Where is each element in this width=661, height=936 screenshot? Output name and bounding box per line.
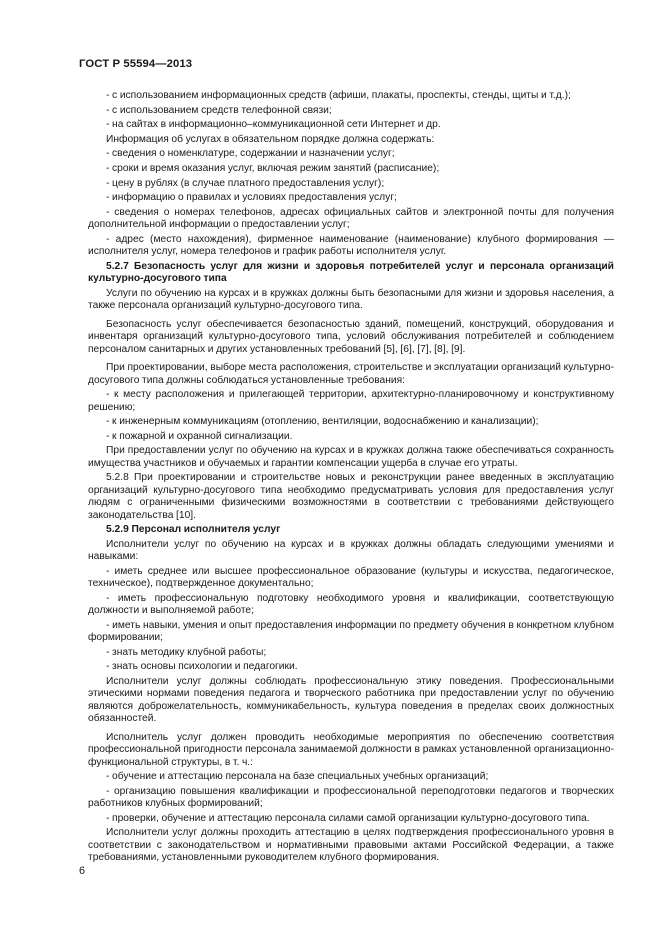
list-item-contacts: - сведения о номерах телефонов, адресах официальных сайтов и электронной почты для получения дополнительной информации о предоставлении услуг;: [88, 206, 614, 231]
standard-header: ГОСТ Р 55594—2013: [79, 58, 193, 70]
list-item-info-media: - с использованием информационных средств (афиши, плакаты, проспекты, стенды, щиты и т.д.);: [106, 90, 571, 101]
paragraph-ethics: Исполнители услуг должны соблюдать профессиональную этику поведения. Профессиональными этическими нормами поведения педагога и творческого работника при предоставлении услуг по обучению являются доброжелательность, коммуникабельность, культура поведения в пределах своих должностных обязанностей.: [88, 675, 614, 725]
list-item-price: - цену в рублях (в случае платного предоставления услуг);: [106, 177, 385, 189]
paragraph-safety-1: Услуги по обучению на курсах и в кружках должны быть безопасными для жизни и здоровья населения, а также персонала организаций культурно-досугового типа.: [88, 287, 614, 312]
list-item-nomenclature: - сведения о номенклатуре, содержании и назначении услуг;: [106, 148, 395, 160]
list-item-methods: - знать методику клубной работы;: [106, 646, 267, 658]
list-item-psychology: - знать основы психологии и педагогики.: [106, 661, 298, 673]
section-heading-5-2-7: 5.2.7 Безопасность услуг для жизни и здоровья потребителей услуг и персонала организаций культурно-досугового типа: [88, 260, 614, 285]
list-item-fire-alarm: - к пожарной и охранной сигнализации.: [106, 430, 293, 442]
info-content-intro: Информация об услугах в обязательном порядке должна содержать:: [106, 133, 435, 145]
paragraph-attestation: Исполнители услуг должны проходить аттестацию в целях подтверждения профессионального уровня в соответствии с законодательством и нормативными правовыми актами Российской Федерации, а также требованиями, установленными руководителем клубного формирования.: [88, 827, 614, 864]
list-item-schedule: - сроки и время оказания услуг, включая режим занятий (расписание);: [106, 162, 440, 174]
list-item-internal-checks: - проверки, обучение и аттестацию персонала силами самой организации культурно-досугового типа.: [106, 812, 590, 824]
document-body: [88, 90, 614, 867]
list-item-education: - иметь среднее или высшее профессиональное образование (культуры и искусства, педагогическое, техническое), подтвержденное документально;: [88, 565, 614, 590]
paragraph-qualification-measures: Исполнитель услуг должен проводить необходимые мероприятия по обеспечению соответствия профессиональной пригодности персонала занимаемой должности в рамках установленной организационно-функциональной структуры, в т. ч.:: [88, 731, 614, 768]
list-item-engineering: - к инженерным коммуникациям (отоплению, вентиляции, водоснабжению и канализации);: [106, 416, 539, 428]
paragraph-property-safety: При предоставлении услуг по обучению на курсах и в кружках должна также обеспечиваться сохранность имущества участников и обучаемых и гарантии компенсации ущерба в случае его утраты.: [88, 445, 614, 469]
list-item-info-phone: - с использованием средств телефонной связи;: [106, 104, 332, 116]
page-number: 6: [79, 865, 86, 877]
list-item-experience: - иметь навыки, умения и опыт предоставления информации по предмету обучения в конкретном клубном формировании;: [88, 619, 614, 644]
paragraph-safety-2: Безопасность услуг обеспечивается безопасностью зданий, помещений, конструкций, оборудования и инвентаря организаций культурно-досугового типа, условий обслуживания потребителей и соблюдением персоналом санитарных и других установленных требований [5], [6], [7], [8], [9].: [88, 318, 614, 355]
list-item-advanced-training: - организацию повышения квалификации и профессиональной переподготовки педагогов и творческих работников клубных формирований;: [88, 785, 614, 810]
paragraph-design-requirements: При проектировании, выборе места расположения, строительстве и эксплуатации организаций культурно-досугового типа должны соблюдаться установленные требования:: [88, 362, 614, 386]
list-item-info-internet: - на сайтах в информационно–коммуникационной сети Интернет и др.: [106, 119, 441, 131]
section-heading-5-2-9: 5.2.9 Персонал исполнителя услуг: [106, 524, 281, 536]
list-item-location: - к месту расположения и прилегающей территории, архитектурно-планировочному и конструктивному решению;: [88, 389, 614, 413]
section-5-2-8: 5.2.8 При проектировании и строительстве новых и реконструкции ранее введенных в эксплуатацию организаций культурно-досугового типа необходимо предусматривать условия для предоставления услуг людям с ограниченными физическими возможностями в соответствии с требованиями действующего законодательства [10].: [88, 472, 614, 521]
list-item-address: - адрес (место нахождения), фирменное наименование (наименование) клубного формирования — исполнителя услуг, номера телефонов и график работы исполнителя услуг.: [88, 233, 614, 258]
paragraph-skills-intro: Исполнители услуг по обучению на курсах и в кружках должны обладать следующими умениями и навыками:: [88, 538, 614, 563]
list-item-rules: - информацию о правилах и условиях предоставления услуг;: [106, 192, 397, 204]
list-item-training: - иметь профессиональную подготовку необходимого уровня и квалификации, соответствующую должности и выполняемой работе;: [88, 592, 614, 617]
list-item-attestation: - обучение и аттестацию персонала на базе специальных учебных организаций;: [106, 771, 489, 783]
